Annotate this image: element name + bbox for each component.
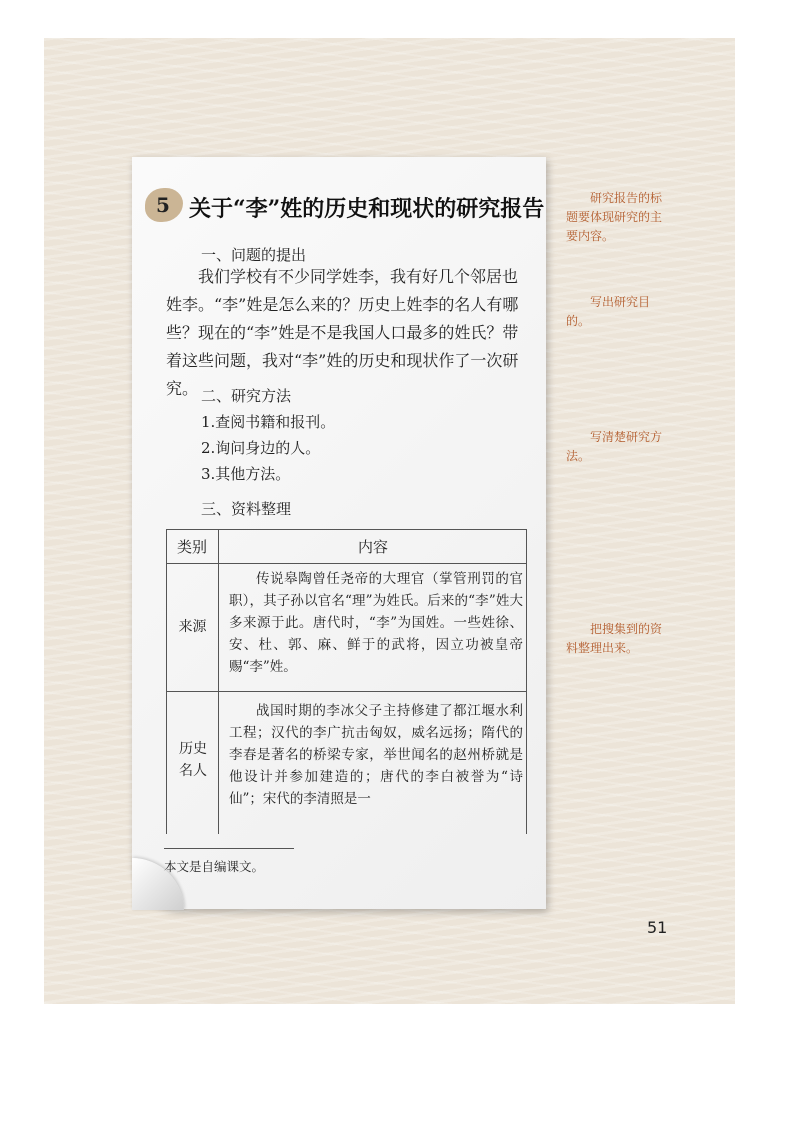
table-row-divider — [167, 563, 526, 564]
lesson-title: 关于“李”姓的历史和现状的研究报告 — [189, 196, 545, 222]
section-heading-data: 三、资料整理 — [201, 500, 292, 518]
page-number: 51 — [647, 918, 668, 937]
footnote-rule — [164, 848, 294, 849]
table-cell-text: 传说皋陶曾任尧帝的大理官（掌管刑罚的官职），其子孙以官名“理”为姓氏。后来的“李”姓大多来源于此。唐代时，“李”为国姓。一些姓徐、安、杜、郭、麻、鲜于的武将，因立功被皇帝赐“李”姓。 — [229, 571, 523, 675]
margin-note: 写出研究目的。 — [566, 295, 651, 328]
table-row-category: 来源 — [178, 619, 207, 635]
data-table — [166, 529, 527, 834]
margin-note: 把搜集到的资料整理出来。 — [566, 622, 663, 655]
lesson-number: 5 — [156, 193, 170, 217]
table-column-divider — [218, 530, 219, 834]
table-row-category: 历史名人 — [179, 741, 207, 779]
footnote: 本文是自编课文。 — [164, 859, 265, 874]
method-item: 2.询问身边的人。 — [201, 439, 321, 457]
problem-text: 我们学校有不少同学姓李，我有好几个邻居也姓李。“李”姓是怎么来的？历史上姓李的名人有哪些？现在的“李”姓是不是我国人口最多的姓氏？带着这些问题，我对“李”姓的历史和现状作了一次研究。 — [166, 267, 519, 398]
margin-note: 研究报告的标题要体现研究的主要内容。 — [566, 191, 663, 243]
margin-note: 写清楚研究方法。 — [566, 430, 663, 463]
method-item: 1.查阅书籍和报刊。 — [201, 413, 336, 431]
table-cell-text: 战国时期的李冰父子主持修建了都江堰水利工程；汉代的李广抗击匈奴，威名远扬；隋代的李春是著名的桥梁专家，举世闻名的赵州桥就是他设计并参加建造的；唐代的李白被誉为“诗仙”；宋代的李清照是一 — [229, 703, 523, 807]
table-row-content — [229, 568, 523, 678]
table-row-divider — [167, 691, 526, 692]
table-header-content: 内容 — [358, 538, 389, 556]
table-row-content — [229, 700, 523, 810]
problem-paragraph — [166, 263, 528, 403]
section-heading-method: 二、研究方法 — [201, 387, 292, 405]
section-heading-problem: 一、问题的提出 — [201, 246, 307, 264]
method-item: 3.其他方法。 — [201, 465, 291, 483]
table-header-category: 类别 — [177, 538, 208, 556]
